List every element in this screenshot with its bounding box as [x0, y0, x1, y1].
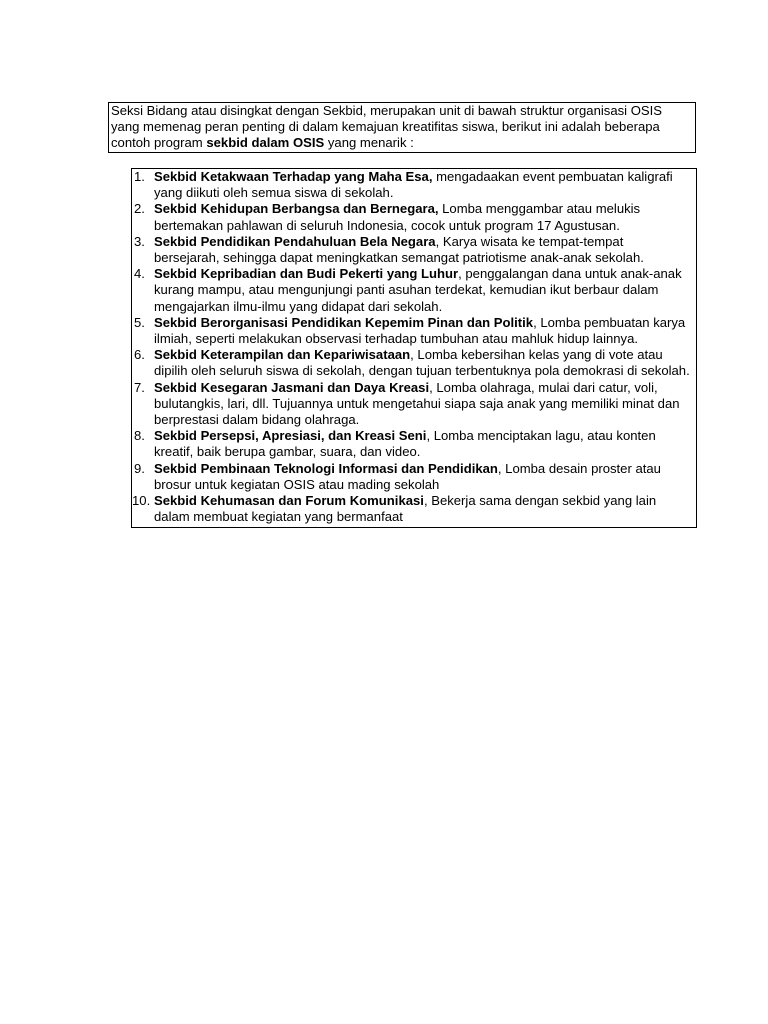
list-item — [132, 428, 692, 460]
list-item — [132, 266, 692, 315]
item-number: 7. — [134, 379, 145, 395]
item-title: Sekbid Kehumasan dan Forum Komunikasi — [154, 493, 424, 509]
item-title: Sekbid Persepsi, Apresiasi, dan Kreasi Seni — [154, 428, 427, 444]
item-title: Sekbid Kepribadian dan Budi Pekerti yang Luhur — [154, 266, 459, 282]
item-text — [154, 428, 692, 460]
item-number: 10. — [132, 493, 151, 509]
item-title: Sekbid Pendidikan Pendahuluan Bela Negara — [154, 233, 436, 249]
item-number: 8. — [134, 428, 145, 444]
item-text — [154, 461, 692, 493]
item-description: , penggalangan dana untuk anak-anak kurang mampu, atau mengunjungi panti asuhan terdekat, kemudian ikut berbaur dalam mengajarkan ilmu-ilmu yang didapat dari sekolah. — [154, 266, 682, 314]
item-title: Sekbid Berorganisasi Pendidikan Kepemim Pinan dan Politik — [154, 314, 534, 330]
item-text — [154, 315, 692, 347]
item-number: 4. — [134, 266, 145, 282]
intro-bold-text: sekbid dalam OSIS — [206, 135, 325, 150]
program-list — [132, 169, 692, 525]
list-item — [132, 380, 692, 429]
program-list-box — [131, 168, 697, 528]
item-description: , Lomba olahraga, mulai dari catur, voli, bulutangkis, lari, dll. Tujuannya untuk mengetahui siapa saja anak yang memiliki minat dan berprestasi dalam bidang olahraga. — [154, 379, 680, 428]
intro-box — [108, 102, 696, 153]
item-description: , Lomba desain proster atau brosur untuk kegiatan OSIS atau mading sekolah — [154, 460, 661, 492]
intro-paragraph — [111, 103, 693, 151]
list-item — [132, 234, 692, 266]
item-description: Lomba menggambar atau melukis bertemakan pahlawan di seluruh Indonesia, cocok untuk program 17 Agustusan. — [154, 201, 641, 233]
list-item — [132, 347, 692, 379]
item-title: Sekbid Ketakwaan Terhadap yang Maha Esa, — [154, 169, 433, 184]
item-description: , Karya wisata ke tempat-tempat bersejarah, sehingga dapat meningkatkan semangat patriotisme anak-anak sekolah. — [154, 233, 644, 266]
item-text — [154, 493, 692, 525]
item-text — [154, 380, 692, 429]
list-item — [132, 169, 692, 201]
item-number: 9. — [134, 460, 145, 476]
item-text — [154, 234, 692, 266]
item-text — [154, 266, 692, 315]
item-description: , Bekerja sama dengan sekbid yang lain dalam membuat kegiatan yang bermanfaat — [154, 493, 657, 525]
item-title: Sekbid Pembinaan Teknologi Informasi dan Pendidikan — [154, 460, 498, 476]
item-text — [154, 347, 692, 379]
list-item — [132, 201, 692, 233]
list-item — [132, 315, 692, 347]
list-item — [132, 493, 692, 525]
item-number: 1. — [134, 169, 145, 184]
item-title: Sekbid Kesegaran Jasmani dan Daya Kreasi — [154, 379, 430, 395]
item-text — [154, 169, 692, 201]
item-title: Sekbid Keterampilan dan Kepariwisataan — [154, 347, 411, 363]
item-description: , Lomba kebersihan kelas yang di vote atau dipilih oleh seluruh siswa di sekolah, dengan tujuan terbentuknya pola demokrasi di sekolah. — [154, 347, 690, 379]
item-text — [154, 201, 692, 233]
item-number: 2. — [134, 201, 145, 217]
list-item — [132, 461, 692, 493]
item-description: , Lomba pembuatan karya ilmiah, seperti melakukan observasi terhadap tumbuhan atau mahluk hidup lainnya. — [154, 314, 686, 347]
item-number: 5. — [134, 314, 145, 330]
intro-text-after: yang menarik : — [324, 135, 414, 150]
item-number: 6. — [134, 347, 145, 363]
item-description: mengadaakan event pembuatan kaligrafi yang diikuti oleh semua siswa di sekolah. — [154, 169, 673, 201]
intro-text-before: Seksi Bidang atau disingkat dengan Sekbid, merupakan unit di bawah struktur organisasi OSIS yang memenag peran penting di dalam kemajuan kreatifitas siswa, berikut ini adalah beberapa contoh program — [111, 103, 662, 150]
item-description: , Lomba menciptakan lagu, atau konten kreatif, baik berupa gambar, suara, dan video. — [154, 428, 656, 460]
item-title: Sekbid Kehidupan Berbangsa dan Bernegara, — [154, 201, 439, 217]
item-number: 3. — [134, 233, 145, 249]
